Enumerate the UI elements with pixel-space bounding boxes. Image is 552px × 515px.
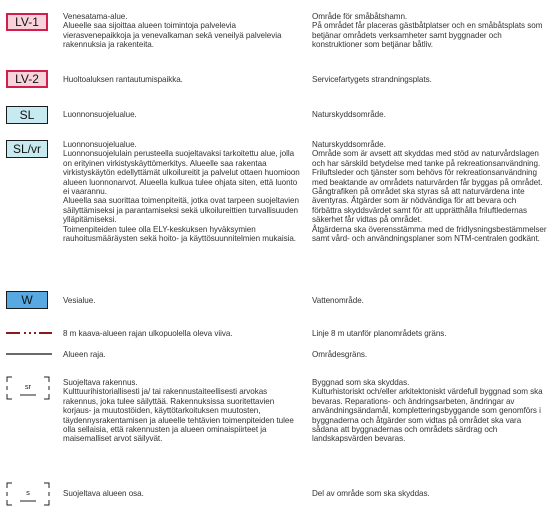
slvr-symbol [6, 140, 48, 158]
sr-sv-text: Byggnad som ska skyddas. Kulturhistoriskt och/eller arkitektoniskt värdefull byggnad som ska bevaras. Reparations- och ändringsarbeten, ändringar av användningsändamål, kompletteringsbyggande som genomförs i byggnaderna och åtgärder som vidtas på området ska vara sådana att byggnadernas och områdets särdrag och landskapsvärden bevaras. [312, 378, 543, 444]
lv1-code: LV-1 [15, 15, 39, 29]
boundary-sv-text: Områdesgräns. [312, 350, 368, 359]
line8m-fi-text: 8 m kaava-alueen rajan ulkopuolella oleva viiva. [63, 329, 233, 338]
lv1-sv-text: Område för småbåtshamn. På området får placeras gästbåtplatser och en småbåtsplats som betjänar områdets verksamheter samt byggnader och konstruktioner som betjänar båtliv. [312, 12, 543, 50]
w-sv-text: Vattenområde. [312, 296, 364, 305]
slvr-sv-text: Naturskyddsområde. Område som är avsett att skyddas med stöd av naturvårdslagen och har särskild betydelse med tanke på rekreationsanvändning. Friluftsleder och tjänster som behövs för rekreationsanvändning med beaktande av områdets naturvärden får byggas på området. Gångtrafiken på området ska styras så att naturvärdena inte äventyras. Åtgärder som är nödvändiga för att bevara och förbättra skyddsvärdet samt för att upprätthålla friluftledernas säkerhet får vidtas på området. Åtgärderna ska överensstämma med de fridlysningsbestämmelser samt vård- och användningsplaner som NTM-centralen godkänt. [312, 140, 547, 244]
slvr-code: SL/vr [12, 142, 41, 156]
solid-line-symbol [6, 349, 52, 359]
sr-symbol [6, 376, 50, 400]
w-fi-text: Vesialue. [63, 296, 96, 305]
s-code: s [26, 488, 30, 497]
s-sv-text: Del av område som ska skyddas. [312, 489, 430, 498]
dash-dot-line-symbol [6, 328, 52, 338]
lv2-sv-text: Servicefartygets strandningsplats. [312, 75, 432, 84]
sr-code: sr [24, 382, 32, 391]
w-symbol [6, 291, 48, 309]
s-symbol [6, 482, 50, 506]
sl-fi-text: Luonnonsuojelualue. [63, 110, 137, 119]
lv1-fi-text: Venesatama-alue. Alueelle saa sijoittaa alueen toimintoja palvelevia vierasvenepaikkoja ja venevalkaman sekä veneilyä palvelevia rakennuksia ja rakenteita. [63, 12, 282, 50]
w-code: W [21, 293, 33, 307]
slvr-fi-text: Luonnonsuojelualue. Luonnonsuojelulain perusteella suojeltavaksi tarkoitettu alue, jolla on erityinen virkistyskäyttömerkitys. Alueelle saa rakentaa virkistyskäytön edellyttämät ulkoilureitit ja palvelut ottaen huomioon alueen luonnonarvot. Alueella kulkua tulee ohjata siten, että luonto ei vaarannu. Alueella saa suorittaa toimenpiteitä, jotka ovat tarpeen suojeltavien säilyttämiseksi ja parantamiseksi sekä ulkoilureittien turvallisuuden ylläpitämiseksi. Toimenpiteiden tulee olla ELY-keskuksen hyväksymien rauhoitusmääräysten sekä hoito- ja käyttösuunnitelmien mukaisia. [63, 140, 300, 244]
lv1-symbol [6, 13, 48, 31]
s-fi-text: Suojeltava alueen osa. [63, 489, 144, 498]
lv2-fi-text: Huoltoaluksen rantautumispaikka. [63, 75, 183, 84]
boundary-fi-text: Alueen raja. [63, 350, 106, 359]
line8m-sv-text: Linje 8 m utanför planområdets gräns. [312, 329, 447, 338]
lv2-code: LV-2 [15, 72, 39, 86]
sl-sv-text: Naturskyddsområde. [312, 110, 386, 119]
sl-symbol [6, 106, 48, 124]
lv2-symbol [6, 70, 48, 88]
sr-fi-text: Suojeltava rakennus. Kulttuurihistoriallisesti ja/ tai rakennustaiteellisesti arvokas rakennus, joka tulee säilyttää. Rakennuksissa suoritettavien korjaus- ja muutostöiden, käyttötarkoituksen muutosten, täydennysrakentamisen ja alueelle tehtävien toimenpiteiden tulee olla sellaisia, että rakennusten ja alueen ominaispiirteet ja maisemalliset arvot säilyvät. [63, 378, 294, 444]
sl-code: SL [19, 108, 35, 122]
